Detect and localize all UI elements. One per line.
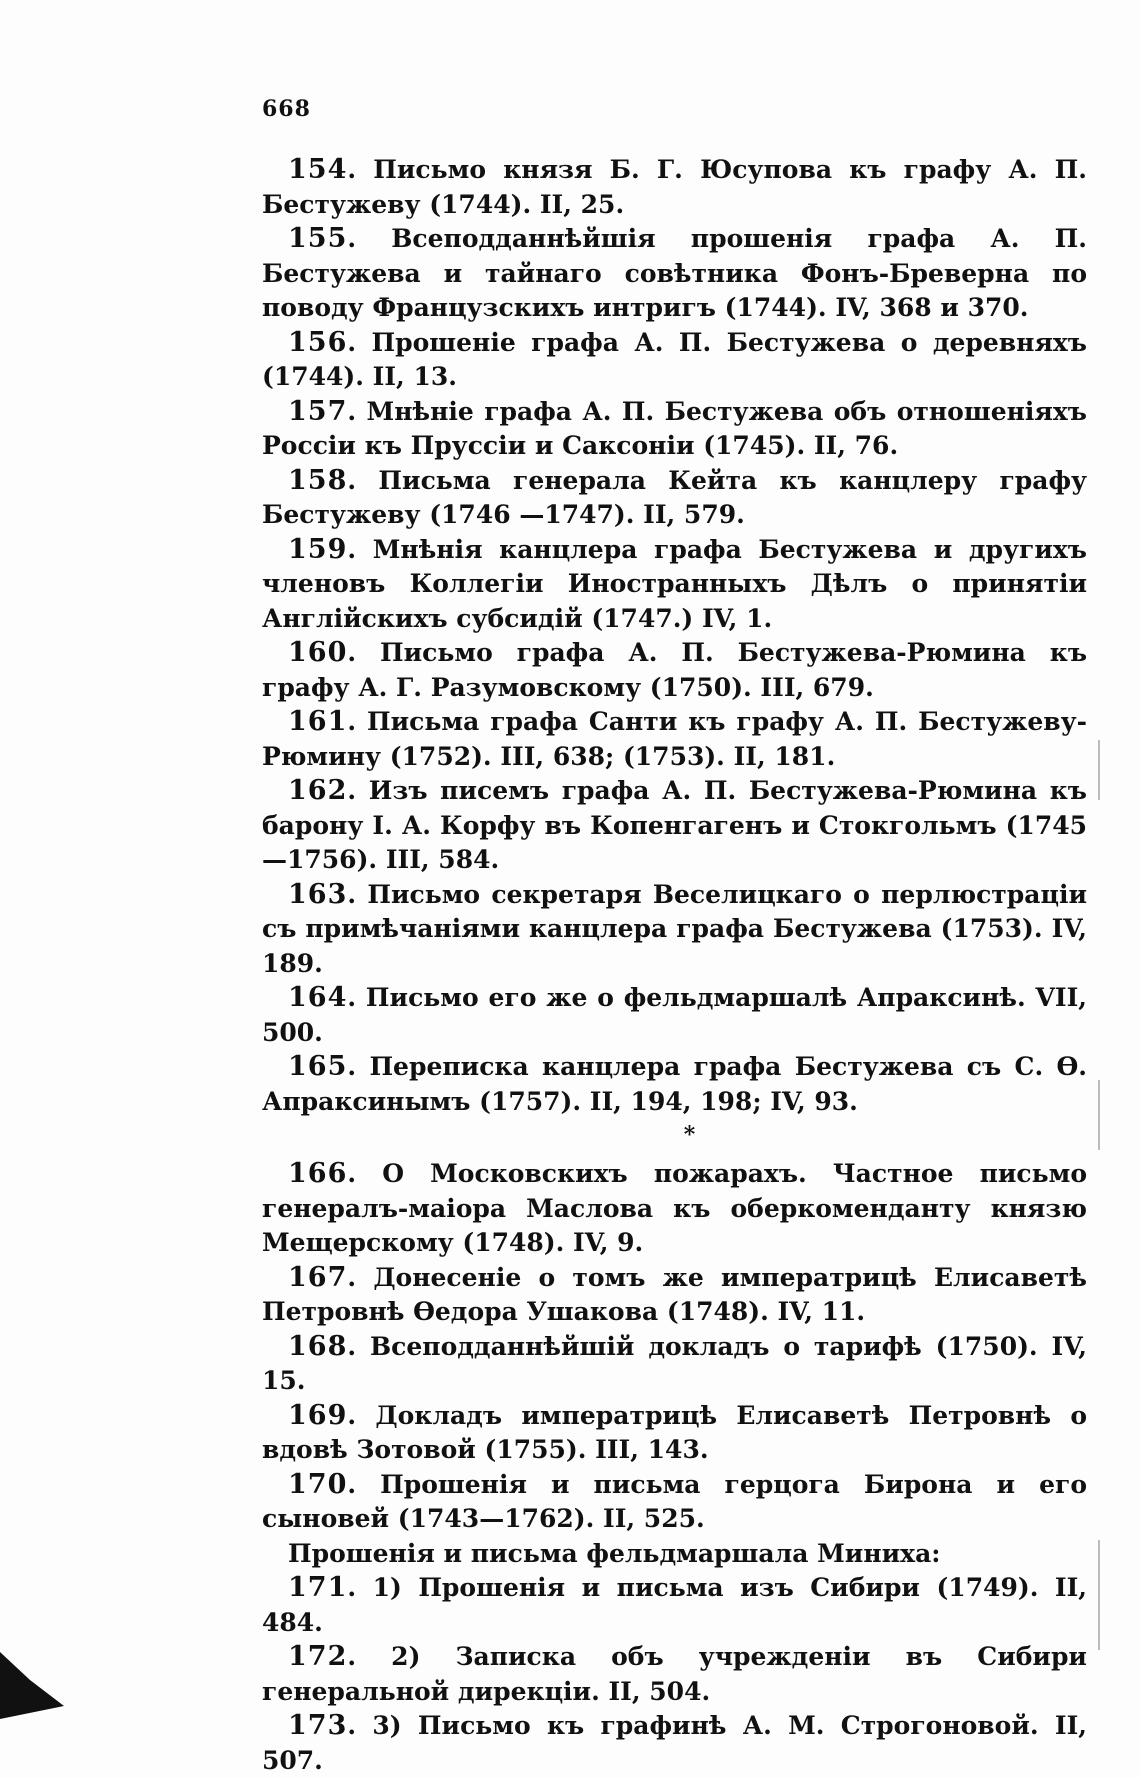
entry-text: Всеподданнѣйшій докладъ о тарифѣ (1750). IV, 15.	[262, 1331, 1087, 1395]
entry-text: Письмо его же о фельдмаршалѣ Апраксинѣ. VII, 500.	[262, 983, 1087, 1047]
entry-number: 169	[288, 1399, 348, 1431]
entry-text: Прошенія и письма герцога Бирона и его сыновей (1743—1762). II, 525.	[262, 1469, 1087, 1533]
subheading: Прошенія и письма фельдмаршала Миниха:	[288, 1538, 941, 1568]
entry-159: 159. Мнѣнія канцлера графа Бестужева и другихъ членовъ Коллегіи Иностранныхъ Дѣлъ о принятіи Англійскихъ субсидій (1747.) IV, 1.	[262, 533, 1087, 633]
section-separator-mark: *	[683, 1122, 696, 1148]
entry-163: 163. Письмо секретаря Веселицкаго о перлюстраціи съ примѣчаніями канцлера графа Бестужева (1753). IV, 189.	[262, 878, 1087, 978]
entry-162: 162. Изъ писемъ графа А. П. Бестужева-Рюмина къ барону I. А. Корфу въ Копенгагенъ и Стокгольмъ (1745—1756). III, 584.	[262, 775, 1087, 874]
entry-number: 159	[288, 533, 348, 565]
entry-number: 161	[288, 706, 348, 737]
entry-number: 155	[288, 223, 348, 254]
entry-number: 164	[288, 982, 348, 1013]
entry-number: 158	[288, 464, 348, 496]
entry-number: 162	[288, 775, 348, 806]
scan-edge-line	[1098, 740, 1100, 800]
entry-169: 169. Докладъ императрицѣ Елисаветѣ Петровнѣ о вдовѣ Зотовой (1755). III, 143.	[262, 1399, 1087, 1464]
entry-text: О Московскихъ пожарахъ. Частное письмо генералъ-маіора Маслова къ оберкоменданту князю Мещерскому (1748). IV, 9.	[262, 1159, 1087, 1257]
entry-number: 165	[288, 1051, 348, 1082]
entry-text: Прошеніе графа А. П. Бестужева о деревняхъ (1744). II, 13.	[262, 327, 1087, 391]
entry-list	[262, 153, 1087, 1778]
entry-number: 160	[288, 637, 348, 668]
entry-text: Переписка канцлера графа Бестужева съ С. Ѳ. Апраксинымъ (1757). II, 194, 198; IV, 93.	[262, 1052, 1087, 1116]
entry-number: 166	[288, 1158, 348, 1189]
entry-164: 164. Письмо его же о фельдмаршалѣ Апраксинѣ. VII, 500.	[262, 982, 1087, 1047]
entry-text: Мнѣніе графа А. П. Бестужева объ отношеніяхъ Россіи къ Пруссіи и Саксоніи (1745). II, 76.	[262, 396, 1087, 460]
entry-text: Письмо графа А. П. Бестужева-Рюмина къ графу А. Г. Разумовскому (1750). III, 679.	[262, 638, 1087, 702]
entry-number: 157	[288, 395, 348, 427]
entry-text: Донесеніе о томъ же императрицѣ Елисаветѣ Петровнѣ Ѳедора Ушакова (1748). IV, 11.	[262, 1262, 1087, 1326]
entry-group-b	[262, 1157, 1087, 1537]
entry-160: 160. Письмо графа А. П. Бестужева-Рюмина къ графу А. Г. Разумовскому (1750). III, 679.	[262, 637, 1087, 702]
entry-173: 173. 3) Письмо къ графинѣ А. М. Строгоновой. II, 507.	[262, 1710, 1087, 1775]
entry-text: Изъ писемъ графа А. П. Бестужева-Рюмина къ барону I. А. Корфу въ Копенгагенъ и Стокгольмъ (1745—1756). III, 584.	[262, 776, 1087, 874]
entry-group-a	[262, 153, 1087, 1119]
entry-group-c	[262, 1571, 1087, 1778]
entry-number: 170	[288, 1468, 348, 1500]
entry-number: 163	[288, 878, 348, 910]
entry-text: Письма генерала Кейта къ канцлеру графу Бестужеву (1746 —1747). II, 579.	[262, 465, 1087, 529]
entry-text: 2) Записка объ учрежденіи въ Сибири генеральной дирекціи. II, 504.	[262, 1642, 1087, 1706]
entry-172: 172. 2) Записка объ учрежденіи въ Сибири генеральной дирекціи. II, 504.	[262, 1641, 1087, 1706]
entry-154: 154. Письмо князя Б. Г. Юсупова къ графу А. П. Бестужеву (1744). II, 25.	[262, 154, 1087, 219]
page-number: 668	[262, 96, 311, 122]
entry-157: 157. Мнѣніе графа А. П. Бестужева объ отношеніяхъ Россіи къ Пруссіи и Саксоніи (1745). II, 76.	[262, 395, 1087, 460]
entry-text: 1) Прошенія и письма изъ Сибири (1749). II, 484.	[262, 1573, 1087, 1637]
entry-165: 165. Переписка канцлера графа Бестужева съ С. Ѳ. Апраксинымъ (1757). II, 194, 198; IV, 93.	[262, 1051, 1087, 1116]
entry-155: 155. Всеподданнѣйшія прошенія графа А. П. Бестужева и тайнаго совѣтника Фонъ-Бреверна по поводу Французскихъ интригъ (1744). IV, 368 и 370.	[262, 223, 1087, 322]
entry-text: Письма графа Санти къ графу А. П. Бестужеву-Рюмину (1752). III, 638; (1753). II, 181.	[262, 707, 1087, 771]
entry-161: 161. Письма графа Санти къ графу А. П. Бестужеву-Рюмину (1752). III, 638; (1753). II, 181.	[262, 706, 1087, 771]
entry-171: 171. 1) Прошенія и письма изъ Сибири (1749). II, 484.	[262, 1572, 1087, 1637]
entry-number: 171	[288, 1572, 348, 1603]
entry-text: Всеподданнѣйшія прошенія графа А. П. Бестужева и тайнаго совѣтника Фонъ-Бреверна по поводу Французскихъ интригъ (1744). IV, 368 и 370.	[262, 224, 1087, 322]
entry-number: 156	[288, 326, 348, 358]
entry-number: 154	[288, 154, 348, 185]
entry-text: Письмо секретаря Веселицкаго о перлюстраціи съ примѣчаніями канцлера графа Бестужева (1753). IV, 189.	[262, 879, 1087, 978]
entry-number: 167	[288, 1261, 348, 1293]
entry-170: 170. Прошенія и письма герцога Бирона и его сыновей (1743—1762). II, 525.	[262, 1468, 1087, 1533]
entry-166: 166. О Московскихъ пожарахъ. Частное письмо генералъ-маіора Маслова къ оберкоменданту князю Мещерскому (1748). IV, 9.	[262, 1158, 1087, 1257]
page-corner-mark	[0, 1640, 70, 1719]
entry-158: 158. Письма генерала Кейта къ канцлеру графу Бестужеву (1746 —1747). II, 579.	[262, 464, 1087, 529]
entry-168: 168. Всеподданнѣйшій докладъ о тарифѣ (1750). IV, 15.	[262, 1330, 1087, 1395]
entry-text: Письмо князя Б. Г. Юсупова къ графу А. П. Бестужеву (1744). II, 25.	[262, 155, 1087, 219]
entry-number: 172	[288, 1641, 348, 1672]
scan-edge-line	[1098, 1540, 1100, 1650]
scan-edge-line	[1098, 1080, 1100, 1150]
entry-number: 173	[288, 1710, 348, 1741]
entry-number: 168	[288, 1330, 348, 1362]
entry-text: Докладъ императрицѣ Елисаветѣ Петровнѣ о вдовѣ Зотовой (1755). III, 143.	[262, 1400, 1087, 1464]
entry-167: 167. Донесеніе о томъ же императрицѣ Елисаветѣ Петровнѣ Ѳедора Ушакова (1748). IV, 11.	[262, 1261, 1087, 1326]
entry-text: Мнѣнія канцлера графа Бестужева и другихъ членовъ Коллегіи Иностранныхъ Дѣлъ о принятіи Англійскихъ субсидій (1747.) IV, 1.	[262, 534, 1087, 633]
entry-text: 3) Письмо къ графинѣ А. М. Строгоновой. II, 507.	[262, 1711, 1087, 1775]
entry-156: 156. Прошеніе графа А. П. Бестужева о деревняхъ (1744). II, 13.	[262, 326, 1087, 391]
